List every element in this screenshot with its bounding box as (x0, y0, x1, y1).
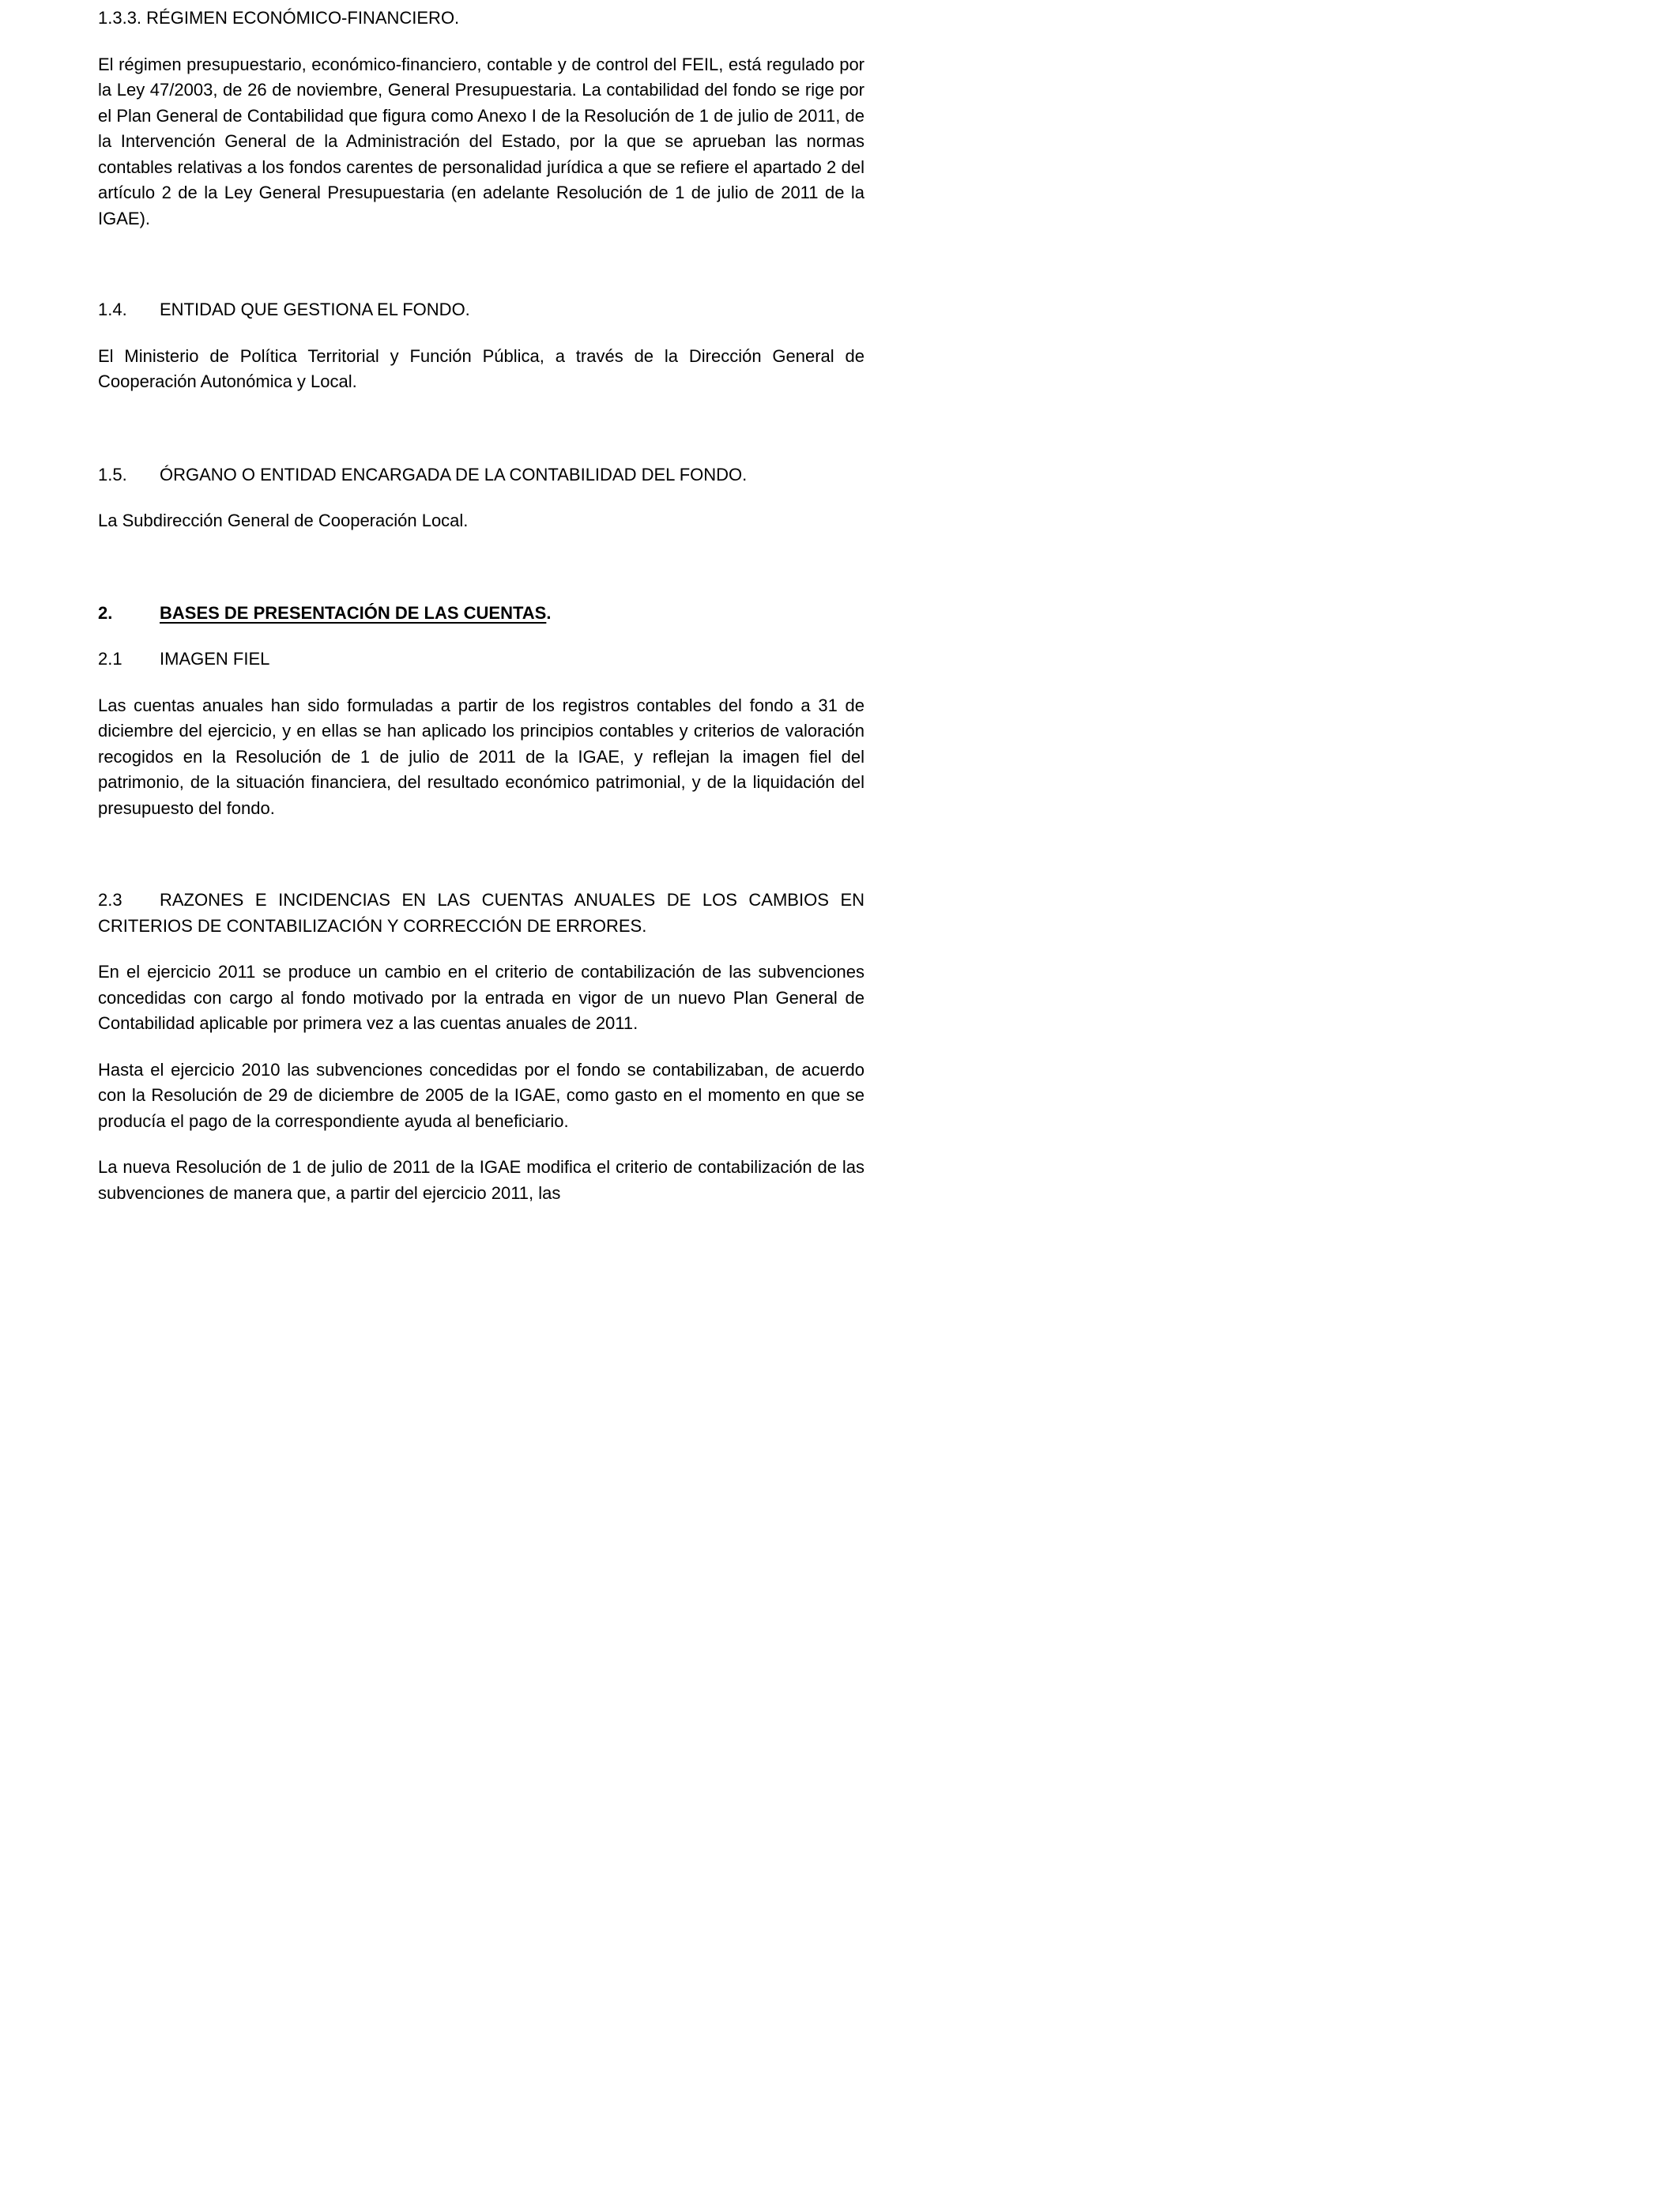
section-title: IMAGEN FIEL (160, 649, 270, 669)
section-number: 2. (98, 602, 113, 623)
paragraph-cambio-criterio: En el ejercicio 2011 se produce un cambio en el criterio de contabilización de las subvenciones concedidas con cargo al fondo motivado por la entrada en vigor de un nuevo Plan General de Contabilidad aplicable por primera vez a las cuentas anuales de 2011. (98, 962, 864, 1033)
document-page (98, 6, 864, 1206)
paragraph-hasta-2010: Hasta el ejercicio 2010 las subvenciones concedidas por el fondo se contabilizaban, de acuerdo con la Resolución de 29 de diciembre de 2005 de la IGAE, como gasto en el momento en que se producía el pago de la correspondiente ayuda al beneficiario. (98, 1059, 864, 1131)
section-number: 2.1 (98, 649, 122, 669)
section-title-period: . (546, 602, 552, 623)
section-title: RAZONES E INCIDENCIAS EN LAS CUENTAS ANUALES DE LOS CAMBIOS (160, 890, 829, 910)
section-number: 2.3 (98, 890, 122, 910)
section-title: ENTIDAD QUE GESTIONA EL FONDO. (160, 300, 470, 319)
heading-2-1 (98, 647, 864, 673)
section-title: BASES DE PRESENTACIÓN DE LAS CUENTAS (160, 602, 547, 623)
section-title-continued: EN CRITERIOS DE CONTABILIZACIÓN Y CORRECCIÓN DE ERRORES. (98, 890, 864, 936)
heading-2 (98, 601, 864, 627)
paragraph-entidad-gestiona: El Ministerio de Política Territorial y Función Pública, a través de la Dirección General de Cooperación Autonómica y Local. (98, 345, 864, 391)
heading-1-5 (98, 462, 864, 488)
paragraph-nueva-resolucion: La nueva Resolución de 1 de julio de 2011 de la IGAE modifica el criterio de contabilización de las subvenciones de manera que, a partir del ejercicio 2011, las (98, 1157, 864, 1203)
paragraph-organo-contabilidad: La Subdirección General de Cooperación Local. (98, 511, 469, 530)
heading-2-3 (98, 888, 864, 939)
heading-1-4 (98, 297, 864, 323)
paragraph-imagen-fiel: Las cuentas anuales han sido formuladas a partir de los registros contables del fondo a 31 de diciembre del ejercicio, y en ellas se han aplicado los principios contables y criterios de valoración recogidos en la Resolución de 1 de julio de 2011 de la IGAE, y reflejan la imagen fiel del patrimonio, de la situación financiera, del resultado económico patrimonial, y de la liquidación del presupuesto del fondo. (98, 695, 864, 818)
section-title: ÓRGANO O ENTIDAD ENCARGADA DE LA CONTABILIDAD DEL FONDO. (160, 464, 748, 484)
heading-1-3-3: 1.3.3. RÉGIMEN ECONÓMICO-FINANCIERO. (98, 8, 460, 28)
section-number: 1.4. (98, 300, 127, 319)
paragraph-regimen-economico: El régimen presupuestario, económico-financiero, contable y de control del FEIL, está regulado por la Ley 47/2003, de 26 de noviembre, General Presupuestaria. La contabilidad del fondo se rige por el Plan General de Contabilidad que figura como Anexo I de la Resolución de 1 de julio de 2011, de la Intervención General de la Administración del Estado, por la que se aprueban las normas contables relativas a los fondos carentes de personalidad jurídica a que se refiere el apartado 2 del artículo 2 de la Ley General Presupuestaria (en adelante Resolución de 1 de julio de 2011 de la IGAE). (98, 54, 864, 228)
section-number: 1.5. (98, 464, 127, 484)
